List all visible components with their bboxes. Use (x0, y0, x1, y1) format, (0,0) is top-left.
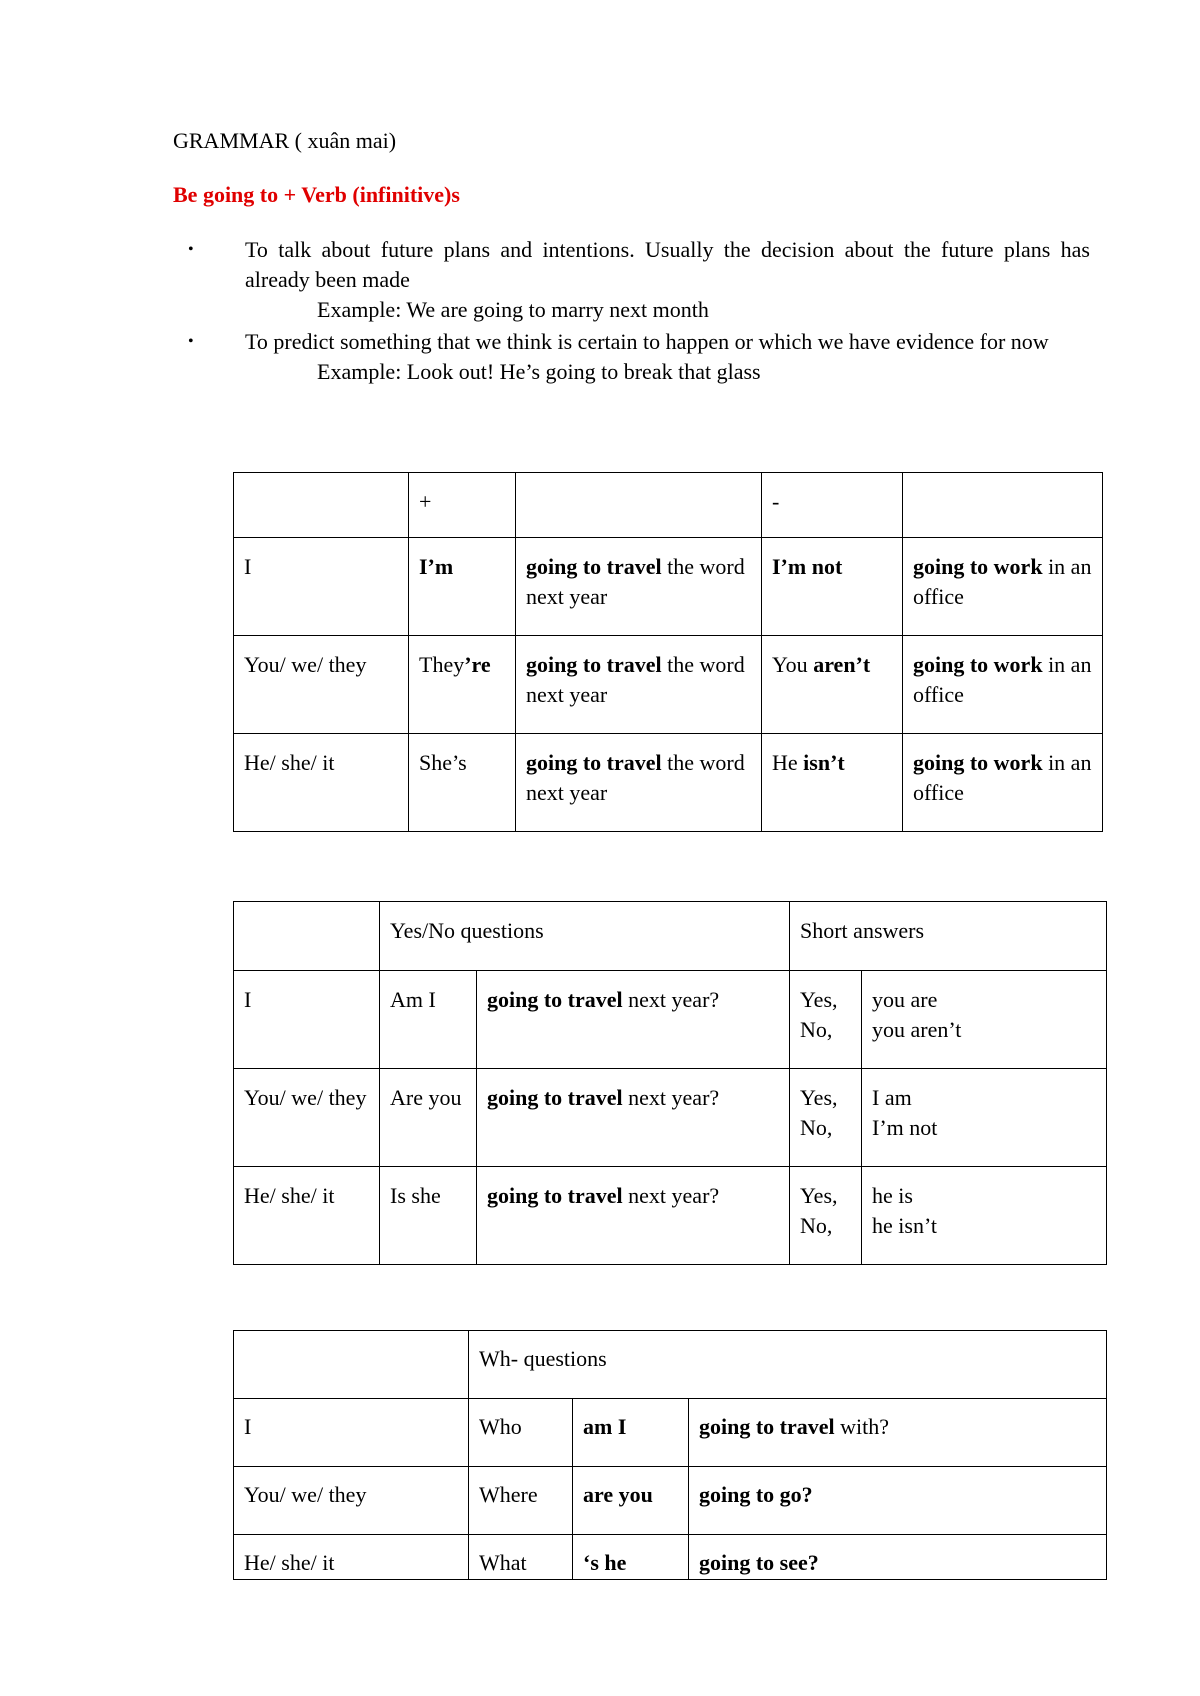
verb-rest: next year? (622, 987, 720, 1012)
answer-yes: I am (872, 1085, 912, 1110)
no-label: No, (800, 1017, 833, 1042)
wh-questions-header-cell: Wh- questions (469, 1331, 1107, 1399)
positive-verb-rest: the word next year (526, 652, 745, 707)
positive-header-cell: + (409, 473, 516, 538)
answer-no: he isn’t (872, 1213, 937, 1238)
verb-bold: going to travel (487, 987, 623, 1012)
subject-cell: I (234, 971, 380, 1069)
positive-verb-cell (516, 636, 762, 734)
subject-cell: I (234, 538, 409, 636)
usage-text: To predict something that we think is certain to happen or which we have evidence for now (245, 329, 1049, 354)
answer-yes: you are (872, 987, 938, 1012)
usage-item (188, 235, 1090, 325)
table-header-cell (516, 473, 762, 538)
positive-verb-cell (516, 538, 762, 636)
yes-label: Yes, (800, 987, 838, 1012)
verb-cell (477, 971, 790, 1069)
aux-cell (573, 1399, 689, 1467)
subject-cell: You/ we/ they (234, 1467, 469, 1535)
negative-verb-rest: in an office (913, 750, 1092, 805)
yes-no-cell (790, 971, 862, 1069)
aux-cell (573, 1535, 689, 1580)
aux-cell (573, 1467, 689, 1535)
aux-bold: are you (583, 1482, 653, 1507)
negative-aux-bold: I’m not (772, 554, 843, 579)
negative-verb-rest: in an office (913, 652, 1092, 707)
negative-aux-cell (762, 538, 903, 636)
yes-no-cell (790, 1069, 862, 1167)
verb-bold: going to travel (487, 1085, 623, 1110)
negative-header-cell: - (762, 473, 903, 538)
negative-verb-rest: in an office (913, 554, 1092, 609)
positive-aux-plain: They (419, 652, 465, 677)
yes-no-questions-table (233, 901, 1107, 1265)
usage-example: Example: Look out! He’s going to break that glass (317, 359, 761, 384)
aux-cell: Am I (380, 971, 477, 1069)
negative-verb-cell (903, 636, 1103, 734)
verb-bold: going to travel (699, 1414, 835, 1439)
aux-cell: Is she (380, 1167, 477, 1265)
verb-cell (477, 1069, 790, 1167)
positive-verb-bold: going to travel (526, 554, 662, 579)
subject-cell: He/ she/ it (234, 1167, 380, 1265)
subject-cell: You/ we/ they (234, 636, 409, 734)
table-row (234, 1399, 1107, 1467)
verb-cell (689, 1399, 1107, 1467)
table-row (234, 734, 1103, 832)
table-row (234, 1167, 1107, 1265)
answer-no: I’m not (872, 1115, 938, 1140)
table-row (234, 538, 1103, 636)
answer-no: you aren’t (872, 1017, 962, 1042)
verb-bold: going to travel (487, 1183, 623, 1208)
verb-cell (477, 1167, 790, 1265)
positive-verb-bold: going to travel (526, 750, 662, 775)
aux-bold: am I (583, 1414, 627, 1439)
wh-word-cell: Who (469, 1399, 573, 1467)
usage-text: To talk about future plans and intentions. Usually the decision about the future plans has already been made (245, 237, 1090, 292)
usage-item (188, 327, 1090, 387)
table-header-row (234, 902, 1107, 971)
no-label: No, (800, 1213, 833, 1238)
answer-yes: he is (872, 1183, 913, 1208)
positive-verb-rest: the word next year (526, 750, 745, 805)
positive-verb-cell (516, 734, 762, 832)
negative-verb-cell (903, 538, 1103, 636)
subject-cell: I (234, 1399, 469, 1467)
verb-rest: with? (834, 1414, 890, 1439)
negative-verb-bold: going to work (913, 652, 1043, 677)
table-header-cell (234, 902, 380, 971)
verb-bold: going to go? (699, 1482, 813, 1507)
positive-verb-rest: the word next year (526, 554, 745, 609)
page-title: GRAMMAR ( xuân mai) (173, 128, 397, 153)
answers-header-cell: Short answers (790, 902, 1107, 971)
table-header-row (234, 473, 1103, 538)
negative-aux-bold: aren’t (813, 652, 871, 677)
subject-cell: He/ she/ it (234, 734, 409, 832)
negative-verb-cell (903, 734, 1103, 832)
table-header-cell (903, 473, 1103, 538)
table-row (234, 1467, 1107, 1535)
verb-rest: next year? (622, 1085, 720, 1110)
positive-aux-plain: She’s (419, 750, 467, 775)
yes-no-cell (790, 1167, 862, 1265)
table-row (234, 636, 1103, 734)
positive-verb-bold: going to travel (526, 652, 662, 677)
negative-verb-bold: going to work (913, 554, 1043, 579)
table-header-row (234, 1331, 1107, 1399)
table-row (234, 1535, 1107, 1580)
verb-rest: next year? (622, 1183, 720, 1208)
negative-aux-plain: He (772, 750, 804, 775)
short-answer-cell (862, 971, 1107, 1069)
section-heading: Be going to + Verb (infinitive)s (173, 182, 460, 207)
verb-cell (689, 1467, 1107, 1535)
affirmative-negative-table (233, 472, 1103, 832)
negative-aux-cell (762, 734, 903, 832)
wh-word-cell: What (469, 1535, 573, 1580)
usage-example: Example: We are going to marry next month (317, 297, 709, 322)
bullet-icon: • (188, 241, 194, 258)
verb-bold: going to see? (699, 1550, 819, 1575)
table-header-cell (234, 1331, 469, 1399)
subject-cell: You/ we/ they (234, 1069, 380, 1167)
positive-aux-cell (409, 538, 516, 636)
negative-verb-bold: going to work (913, 750, 1043, 775)
yes-label: Yes, (800, 1085, 838, 1110)
usage-list (188, 235, 1090, 389)
positive-aux-cell (409, 636, 516, 734)
table-row (234, 1069, 1107, 1167)
wh-questions-table (233, 1330, 1107, 1580)
short-answer-cell (862, 1069, 1107, 1167)
verb-cell (689, 1535, 1107, 1580)
positive-aux-cell (409, 734, 516, 832)
short-answer-cell (862, 1167, 1107, 1265)
aux-bold: ‘s he (583, 1550, 627, 1575)
table-header-cell (234, 473, 409, 538)
bullet-icon: • (188, 333, 194, 350)
negative-aux-cell (762, 636, 903, 734)
yes-label: Yes, (800, 1183, 838, 1208)
questions-header-cell: Yes/No questions (380, 902, 790, 971)
negative-aux-plain: You (772, 652, 814, 677)
subject-cell: He/ she/ it (234, 1535, 469, 1580)
negative-aux-bold: isn’t (803, 750, 845, 775)
aux-cell: Are you (380, 1069, 477, 1167)
wh-word-cell: Where (469, 1467, 573, 1535)
no-label: No, (800, 1115, 833, 1140)
table-row (234, 971, 1107, 1069)
positive-aux-bold: I’m (419, 554, 454, 579)
positive-aux-bold: ’re (464, 652, 491, 677)
